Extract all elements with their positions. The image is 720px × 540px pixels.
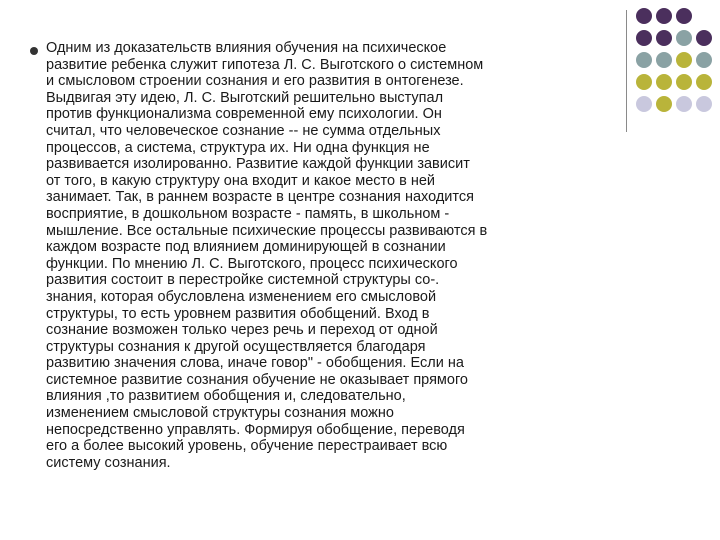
decorative-dot (656, 30, 672, 46)
text-line: сознание возможен только через речь и переход от одной (46, 322, 438, 339)
decorative-dot (636, 96, 652, 112)
text-line: от того, в какую структуру она входит и какое место в ней (46, 172, 435, 189)
text-line: и смысловом строении сознания и его развития в онтогенезе. (46, 73, 464, 90)
text-line: мышление. Все остальные психические процессы развиваются в (46, 222, 488, 239)
decorative-dot-grid (632, 8, 720, 128)
decorative-dot (696, 74, 712, 90)
decorative-dot (696, 52, 712, 68)
decorative-dot (676, 52, 692, 68)
decorative-dot (636, 52, 652, 68)
paragraph-text (46, 40, 487, 471)
decorative-dot (656, 8, 672, 24)
text-line: функции. По мнению Л. С. Выготского, процесс психического (46, 255, 458, 272)
decorative-dot (636, 8, 652, 24)
text-line: системное развитие сознания обучение не оказывает прямого (46, 371, 468, 388)
text-line: Выдвигая эту идею, Л. С. Выготский решительно выступал (46, 89, 444, 106)
text-line: изменением смысловой структуры сознания можно (46, 405, 394, 422)
decorative-dot (676, 96, 692, 112)
decorative-dot (636, 74, 652, 90)
text-line: Одним из доказательств влияния обучения на психическое (46, 40, 447, 56)
decorative-dot (676, 30, 692, 46)
decorative-dot (676, 74, 692, 90)
decorative-dot (656, 52, 672, 68)
decorative-dot (656, 74, 672, 90)
text-line: структуры, то есть уровнем развития обобщений. Вход в (46, 305, 430, 322)
text-line: систему сознания. (46, 454, 171, 471)
text-line: развивается изолированно. Развитие каждой функции зависит (46, 156, 470, 173)
decorative-dot (636, 30, 652, 46)
text-line: занимает. Так, в раннем возрасте в центре сознания находится (46, 189, 474, 206)
text-line: считал, что человеческое сознание -- не сумма отдельных (46, 122, 441, 139)
text-line: восприятие, в дошкольном возрасте - память, в школьном - (46, 205, 450, 222)
text-line: развития состоит в перестройке системной структуры со-. (46, 272, 440, 289)
text-line: против функционализма современной ему психологии. Он (46, 106, 442, 123)
decorative-dot (656, 96, 672, 112)
text-line: знания, которая обусловлена изменением его смысловой (46, 288, 437, 305)
text-line: процессов, а система, структура их. Ни одна функция не (46, 139, 430, 156)
decorative-dot (696, 96, 712, 112)
bullet-icon (30, 47, 38, 55)
vertical-divider (626, 10, 627, 132)
text-line: его а более высокий уровень, обучение перестраивает всю (46, 438, 448, 455)
text-line: каждом возрасте под влиянием доминирующей в сознании (46, 239, 446, 256)
bullet-item (30, 40, 610, 471)
text-line: непосредственно управлять. Формируя обобщение, переводя (46, 421, 465, 438)
decorative-dot (676, 8, 692, 24)
slide-content (30, 40, 610, 471)
text-line: развитию значения слова, иначе говор" - обобщения. Если на (46, 355, 464, 372)
text-line: структуры сознания к другой осуществляется благодаря (46, 338, 426, 355)
text-line: развитие ребенка служит гипотеза Л. С. Выготского о системном (46, 56, 484, 73)
text-line: влияния ,то развитием обобщения и, следовательно, (46, 388, 406, 405)
decorative-dot (696, 30, 712, 46)
